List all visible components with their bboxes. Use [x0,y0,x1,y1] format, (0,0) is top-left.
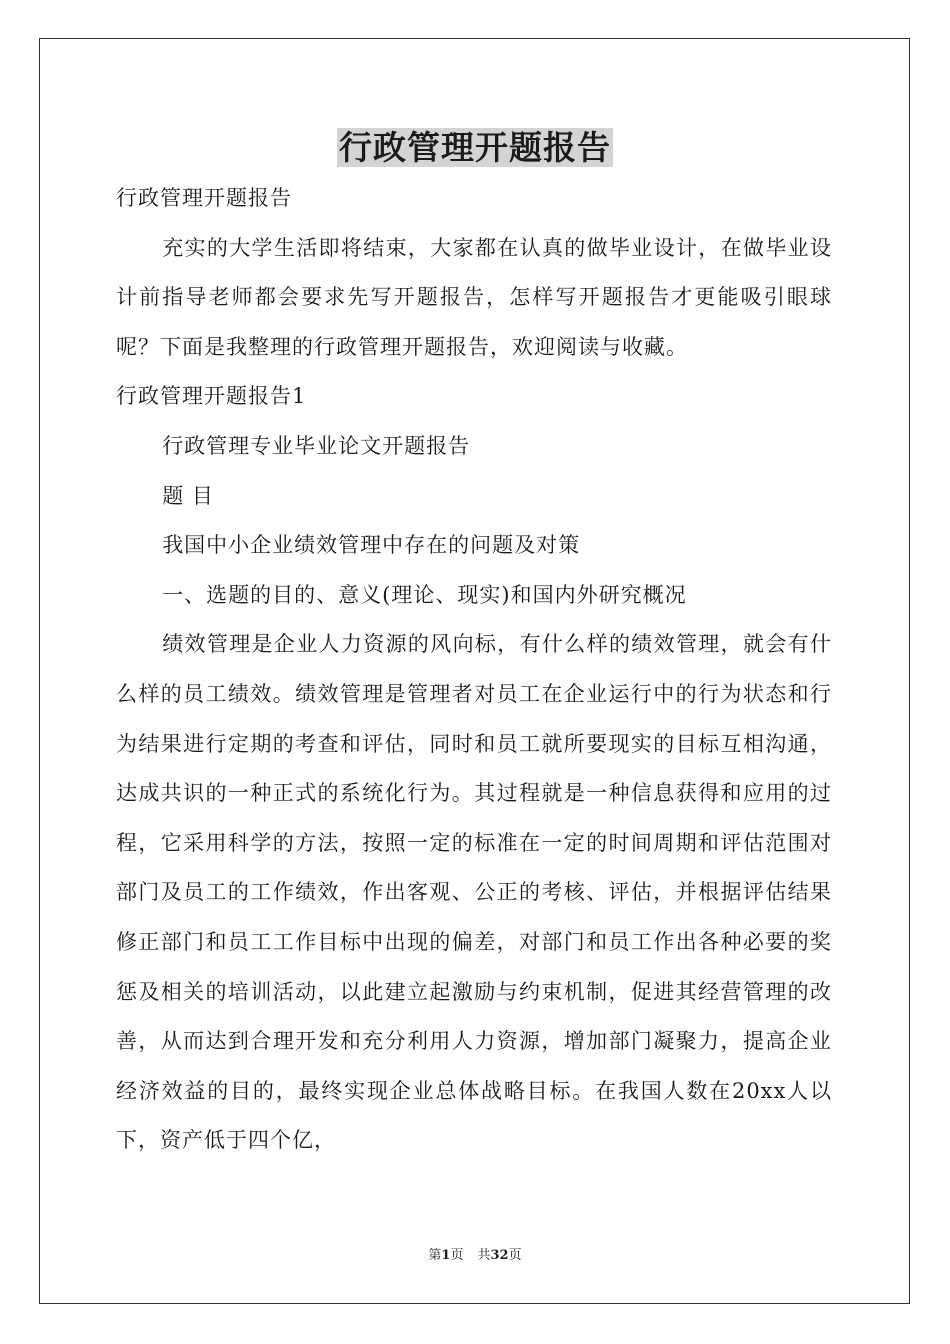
paragraph-subtitle: 行政管理开题报告 [116,186,292,210]
document-title-text: 行政管理开题报告 [339,128,611,167]
footer-total-pages: 32 [490,1248,509,1263]
footer-total-suffix: 页 [508,1248,522,1263]
document-title [0,126,950,170]
paragraph-topic: 我国中小企业绩效管理中存在的问题及对策 [162,533,581,558]
paragraph-report-name: 行政管理专业毕业论文开题报告 [162,433,471,458]
paragraph-section-one: 一、选题的目的、意义(理论、现实)和国内外研究概况 [162,582,687,607]
footer-page-number: 1 [441,1248,451,1263]
paragraph-body: 绩效管理是企业人力资源的风向标，有什么样的绩效管理，就会有什么样的员工绩效。绩效管理是管理者对员工在企业运行中的行为状态和行为结果进行定期的考查和评估，同时和员工就所要现实的目标互相沟通，达成共识的一种正式的系统化行为。其过程就是一种信息获得和应用的过程，它采用科学的方法，按照一定的标准在一定的时间周期和评估范围对部门及员工的工作绩效，作出客观、公正的考核、评估，并根据评估结果修正部门和员工工作目标中出现的偏差，对部门和员工作出各种必要的奖惩及相关的培训活动，以此建立起激励与约束机制，促进其经营管理的改善，从而达到合理开发和充分利用人力资源，增加部门凝聚力，提高企业经济效益的目的，最终实现企业总体战略目标。在我国人数在20xx人以下，资产低于四个亿， [116,632,832,1153]
footer-total-prefix: 共 [477,1248,491,1263]
section-heading: 行政管理开题报告1 [116,384,307,409]
paragraph-topic-label: 题 目 [162,483,214,508]
document-body [116,174,832,1166]
footer-page-prefix: 第 [428,1248,442,1263]
page-footer [0,1247,950,1265]
footer-page-suffix: 页 [450,1248,464,1263]
paragraph-intro: 充实的大学生活即将结束，大家都在认真的做毕业设计，在做毕业设计前指导老师都会要求先写开题报告，怎样写开题报告才更能吸引眼球呢？下面是我整理的行政管理开题报告，欢迎阅读与收藏。 [116,235,832,359]
